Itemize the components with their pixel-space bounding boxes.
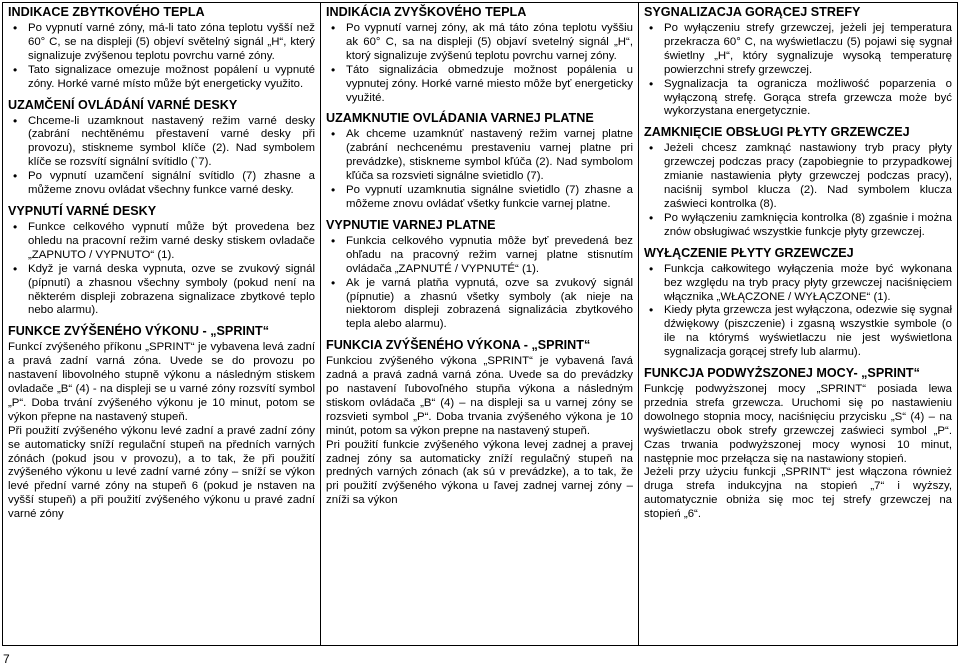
section-title: SYGNALIZACJA GORĄCEJ STREFY	[644, 5, 861, 19]
list-item: • Ak chceme uzamknúť nastavený režim varnej platne (zabrání nechcenému prestaveniu varnej platne pri prevádzke), stiskneme symbol kľúča (2). Nad symbolom kľúča sa rozsvieti signálne svietidlo (7).	[346, 128, 633, 184]
section-title: INDIKÁCIA ZVYŠKOVÉHO TEPLA	[326, 5, 527, 19]
bullet-list	[8, 115, 315, 198]
paragraph: Funkciou zvýšeného výkona „SPRINT“ je vybavená ľavá zadná a pravá zadná varná zóna. Uvede sa do prevádzky po nastavení ľubovoľného stupňa výkona a následným stiskom ovládača „B“ (4) – na displeji sa u varnej zóny se rozsvieti symbol „P“. Doba trvania zvýšeného výkona je 10 minút, potom sa výkon prepne na nastavený stupeň.	[326, 355, 633, 437]
section-title: FUNKCE ZVÝŠENÉHO VÝKONU - „SPRINT“	[8, 324, 269, 339]
section-title: FUNKCIA ZVÝŠENÉHO VÝKONA - „SPRINT“	[326, 338, 591, 353]
bullet-list	[644, 22, 952, 119]
table-row	[3, 3, 958, 646]
section-title: INDIKACE ZBYTKOVÉHO TEPLA	[8, 5, 205, 19]
section-title: FUNKCJA PODWYŻSZONEJ MOCY- „SPRINT“	[644, 366, 920, 381]
page-number: 7	[3, 652, 10, 666]
section-title: ZAMKNIĘCIE OBSŁUGI PŁYTY GRZEWCZEJ	[644, 125, 910, 140]
column-czech	[3, 3, 321, 646]
bullet-list	[8, 22, 315, 92]
list-item: • Funkcja całkowitego wyłączenia może być wykonana bez względu na tryb pracy płyty grzewczej naciśnięciem włącznika „WŁĄCZONE / WYŁĄCZONE“ (1).	[664, 263, 952, 305]
instruction-table	[2, 2, 958, 646]
bullet-list	[326, 22, 633, 105]
paragraph: Při použití zvýšeného výkonu levé zadní a pravé zadní zóny se automaticky sníží regulační stupeň na předních varných zónách (pokud jsou v provozu), a to tak, že při použití zvýšeného výkonu u levé zadní varné zóny – sníží se výkon levé přední varné zóny na stupeň 6 (pokud je nstaven na vyšší stupeň) a při použití zvýšeného výkonu u pravé zadní varné zóny	[8, 424, 315, 521]
list-item: • Kiedy płyta grzewcza jest wyłączona, odezwie się sygnał dźwiękowy (piszczenie) i zgasną wszystkie symbole (o ile na którymś wyświetlaczu nie jest wyświetlona sygnalizacja gorącej strefy lub alarmu).	[664, 304, 952, 360]
list-item: • Po vypnutí varnej zóny, ak má táto zóna teplotu vyššiu ak 60° C, sa na displeji (5) objaví svetelný signál „H“, ktorý signalizuje zvýšenú teplotu povrchu varnej zóny.	[346, 22, 633, 64]
list-item: • Po vypnutí varné zóny, má-li tato zóna teplotu vyšší než 60° C, se na displeji (5) objeví světelný signál „H“, který signalizuje zvýšenou teplotu povrchu varné zóny.	[28, 22, 315, 64]
section-title: UZAMČENÍ OVLÁDÁNÍ VARNÉ DESKY	[8, 97, 238, 112]
list-item: • Funkce celkového vypnutí může být provedena bez ohledu na pracovní režim varné desky stiskem ovladače „ZAPNUTO / VYPNUTO“ (1).	[28, 221, 315, 263]
section-title: VYPNUTIE VARNEJ PLATNE	[326, 217, 496, 232]
list-item: • Funkcia celkového vypnutia môže byť prevedená bez ohľadu na pracovný režim varnej platne stisnutím ovládača „ZAPNUTÉ / VYPNUTÉ“ (1).	[346, 235, 633, 277]
list-item: • Po vypnutí uzamčení signální svítidlo (7) zhasne a můžeme znovu ovládat všechny funkce varné desky.	[28, 170, 315, 198]
bullet-list	[644, 142, 952, 239]
bullet-list	[644, 263, 952, 360]
column-slovak	[321, 3, 639, 646]
paragraph: Pri použití funkcie zvýšeného výkona levej zadnej a pravej zadnej zóny sa automaticky zníží regulačný stupeň na predných varných zónach (ak sú v prevádzke), a to tak, že pri použití zvýšeného výkona u ľavej zadnej varnej zóny – zníži sa výkon	[326, 438, 633, 507]
list-item: • Chceme-li uzamknout nastavený režim varné desky (zabrání nechtěnému přestavení varné desky při provozu), stiskneme symbol klíče (2). Nad symbolem klíče se rozsvítí signální svítidlo (`7).	[28, 115, 315, 171]
list-item: • Ak je varná platňa vypnutá, ozve sa zvukový signál (pípnutie) a zhasnú všetky symboly (ak nieje na niektorom displeji zobrazená signalizácia zbytkového tepla alebo alarmu).	[346, 277, 633, 333]
section-title: UZAMKNUTIE OVLÁDANIA VARNEJ PLATNE	[326, 111, 594, 126]
list-item: • Když je varná deska vypnuta, ozve se zvukový signál (pípnutí) a zhasnou všechny symboly (pokud není na některém displeji zobrazena signalizace zbytkové teplo nebo alarmu).	[28, 263, 315, 319]
list-item: • Jeżeli chcesz zamknąć nastawiony tryb pracy płyty grzewczej podczas pracy (zapobiegnie to przypadkowej zmianie nastawienia płyty grzewczej podczas pracy), naciśnij symbol klucza (2). Nad symbolem klucza zaświeci kontrolka (8).	[664, 142, 952, 212]
list-item: • Sygnalizacja ta ogranicza możliwość poparzenia o wyłączoną strefę. Gorąca strefa grzewcza może być wykorzystana energetycznie.	[664, 78, 952, 120]
section-title: WYŁĄCZENIE PŁYTY GRZEWCZEJ	[644, 245, 854, 260]
paragraph: Funkcję podwyższonej mocy „SPRINT“ posiada lewa przednia strefa grzewcza. Uruchomi się po nastawieniu dowolnego stopnia mocy, naciśnięciu przycisku „S“ (4) – na wyświetlaczu obok strefy grzewczej zaświeci symbol „P“. Czas trwania podwyższonej mocy wynosi 10 minut, następnie moc przełącza się na nastawiony stopień.	[644, 383, 952, 465]
bullet-list	[326, 128, 633, 211]
list-item: • Po wyłączeniu zamknięcia kontrolka (8) zgaśnie i można znów obsługiwać wszystkie funkcje płyty grzewczej.	[664, 212, 952, 240]
list-item: • Tato signalizace omezuje možnost popálení u vypnuté zóny. Horké varné místo může být energeticky využito.	[28, 64, 315, 92]
paragraph: Jeżeli przy użyciu funkcji „SPRINT“ jest włączona również druga strefa indukcyjna na stopień „7“ i wyższy, automatycznie obniża się moc tej strefy grzewczej na stopień „6“.	[644, 466, 952, 521]
paragraph: Funkcí zvýšeného příkonu „SPRINT“ je vybavena levá zadní a pravá zadní varná zóna. Uvede se do provozu po nastavení libovolného stupně výkonu a následným stiskem ovladače „B“ (4) - na displeji se u varné zóny rozsvítí symbol „P“. Doba trvání zvýšeného výkonu je 10 minut, potom se výkon přepne na nastavený stupeň.	[8, 341, 315, 423]
bullet-list	[326, 235, 633, 332]
column-polish	[639, 3, 958, 646]
section-title: VYPNUTÍ VARNÉ DESKY	[8, 203, 157, 218]
list-item: • Po wyłączeniu strefy grzewczej, jeżeli jej temperatura przekracza 60° C, na wyświetlaczu (5) pojawi się sygnał świetlny „H“, który sygnalizuje wysoką temperaturę powierzchni strefy grzewczej.	[664, 22, 952, 78]
list-item: • Po vypnutí uzamknutia signálne svietidlo (7) zhasne a môžeme znovu ovládať všetky funkcie varnej platne.	[346, 184, 633, 212]
list-item: • Táto signalizácia obmedzuje možnost popálenia u vypnutej zóny. Horké varné miesto môže byť energeticky využité.	[346, 64, 633, 106]
bullet-list	[8, 221, 315, 318]
